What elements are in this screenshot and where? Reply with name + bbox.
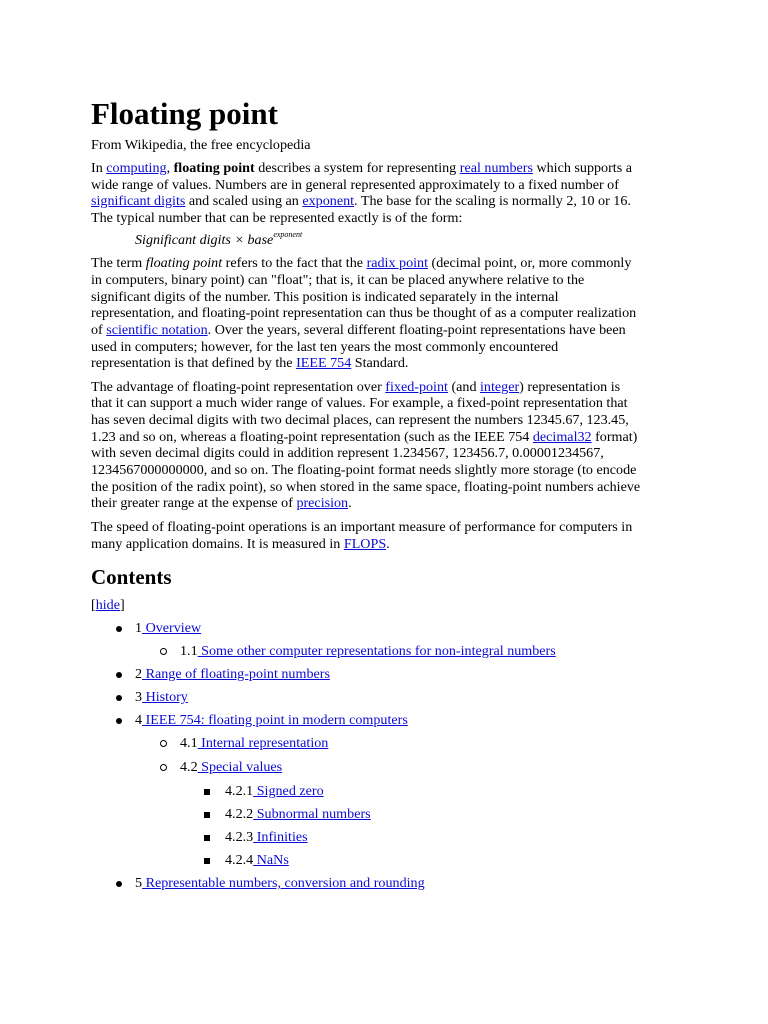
toc-item-history[interactable] [135,689,188,706]
text-line [91,536,390,553]
bullet-disc [116,672,122,678]
text: describes a system for representing [254,160,460,176]
text: which supports a [532,160,632,176]
bullet-disc [116,881,122,887]
text-line: that it can support a much wider range of values. For example, a fixed-point representation that [91,395,628,411]
link-precision[interactable]: precision [296,495,349,511]
text-line: has seven decimal digits with two decimal places, can represent the numbers 12345.67, 123.45, [91,412,629,428]
text-line [91,322,626,339]
toc-link[interactable]: Signed zero [253,783,324,799]
text: . [348,495,352,511]
bullet-square [204,812,210,818]
toc-link[interactable]: Infinities [253,829,308,845]
text-line [91,255,631,272]
toc-link[interactable]: Overview [142,620,202,636]
bullet-circle [160,648,167,655]
bullet-square [204,835,210,841]
text: many application domains. It is measured in [91,536,344,552]
toc-number: 1 [135,620,143,636]
bullet-disc [116,695,122,701]
text: 1.23 and so on, whereas a floating-point representation (such as the IEEE 754 [91,429,533,445]
bullet-square [204,858,210,864]
bullet-disc [116,718,122,724]
toc-number: 4 [135,712,143,728]
link-fixed-point[interactable]: fixed-point [385,379,448,395]
text: In [91,160,107,176]
bracket: [ [91,597,96,613]
text: and scaled using an [185,193,303,209]
toc-number: 1.1 [180,643,198,659]
text-line: The speed of floating-point operations is an important measure of performance for computers in [91,519,633,535]
bullet-square [204,789,210,795]
toc-item-internal-representation[interactable] [180,735,328,752]
link-significant-digits[interactable]: significant digits [91,193,186,209]
text: . [386,536,390,552]
text: . The base for the scaling is normally 2, 10 or 16. [354,193,631,209]
toc-link[interactable]: Some other computer representations for non-integral numbers [197,643,556,659]
link-ieee-754[interactable]: IEEE 754 [296,355,352,371]
text: Standard. [351,355,409,371]
text: The advantage of floating-point representation over [91,379,386,395]
toc-number: 4.2 [180,759,198,775]
toc-item-nans[interactable] [225,852,289,869]
toc-link[interactable]: Internal representation [197,735,329,751]
formula-text: Significant digits × base [135,232,274,248]
text: format) [591,429,638,445]
toc-link[interactable]: NaNs [253,852,289,868]
toc-item-infinities[interactable] [225,829,308,846]
toc-number: 5 [135,875,143,891]
toc-number: 4.1 [180,735,198,751]
text-line: The typical number that can be represented exactly is of the form: [91,210,463,226]
bullet-disc [116,626,122,632]
link-scientific-notation[interactable]: scientific notation [106,322,208,338]
text: refers to the fact that the [222,255,367,271]
text-line [91,355,408,372]
bullet-circle [160,764,167,771]
link-decimal32[interactable]: decimal32 [532,429,592,445]
text-line [91,160,632,177]
text-line [91,379,620,396]
text: representation is that defined by the [91,355,297,371]
text: ) representation is [519,379,621,395]
toc-item-range[interactable] [135,666,330,683]
text-line: representation, and floating-point representation can thus be thought of as a computer realization [91,305,637,321]
page-title: Floating point [91,96,278,131]
text-line: in computers, binary point) can "float"; that is, it can be placed anywhere relative to the [91,272,585,288]
toc-link[interactable]: Special values [197,759,283,775]
toc-number: 4.2.4 [225,852,254,868]
toc-link[interactable]: Subnormal numbers [253,806,371,822]
text-line [91,429,637,446]
toc-item-signed-zero[interactable] [225,783,324,800]
bracket: ] [119,597,125,613]
toc-item-special-values[interactable] [180,759,282,776]
text-line: used in computers; however, for the last ten years the most commonly encountered [91,339,559,355]
toc-number: 2 [135,666,143,682]
toc-number: 3 [135,689,143,705]
toc-link[interactable]: Range of floating-point numbers [142,666,330,682]
link-exponent[interactable]: exponent [302,193,355,209]
link-flops[interactable]: FLOPS [343,536,387,552]
text: (decimal point, or, more commonly [428,255,632,271]
bold-term: floating point [173,160,255,176]
text-line [91,193,631,210]
link-real-numbers[interactable]: real numbers [459,160,533,176]
toc-number: 4.2.2 [225,806,254,822]
formula [135,232,302,249]
text: (and [447,379,481,395]
bullet-circle [160,740,167,747]
link-computing[interactable]: computing [106,160,167,176]
text-line: significant digits of the number. This position is indicated separately in the internal [91,289,559,305]
toc-item-representable-numbers[interactable] [135,875,425,892]
text: their greater range at the expense of [91,495,297,511]
text-line: the position of the radix point), so when stored in the same space, floating-point numbers achieve [91,479,641,495]
toc-link[interactable]: History [142,689,188,705]
toc-link[interactable]: Representable numbers, conversion and rounding [142,875,425,891]
text: . Over the years, several different floating-point representations have been [207,322,626,338]
toc-toggle [91,597,125,614]
toc-link[interactable]: IEEE 754: floating point in modern computers [142,712,408,728]
text: of [91,322,107,338]
formula-exponent: exponent [273,230,303,239]
link-integer[interactable]: integer [480,379,520,395]
contents-heading: Contents [91,565,172,589]
text: The term [91,255,146,271]
hide-toc-link[interactable]: hide [95,597,120,613]
text-line: wide range of values. Numbers are in general represented approximately to a fixed number of [91,177,619,193]
toc-item-other-representations[interactable] [180,643,556,660]
toc-number: 4.2.3 [225,829,254,845]
toc-item-ieee-754[interactable] [135,712,408,729]
toc-item-subnormal-numbers[interactable] [225,806,371,823]
toc-number: 4.2.1 [225,783,254,799]
italic-term: floating point [145,255,223,271]
toc-item-overview[interactable] [135,620,201,637]
tagline: From Wikipedia, the free encyclopedia [91,137,311,153]
text-line: with seven decimal digits could in addition represent 1.234567, 123456.7, 0.00001234567, [91,445,604,461]
link-radix-point[interactable]: radix point [366,255,429,271]
text: , [166,160,174,176]
text-line: 1234567000000000, and so on. The floating-point format needs slightly more storage (to encode [91,462,637,478]
text-line [91,495,352,512]
